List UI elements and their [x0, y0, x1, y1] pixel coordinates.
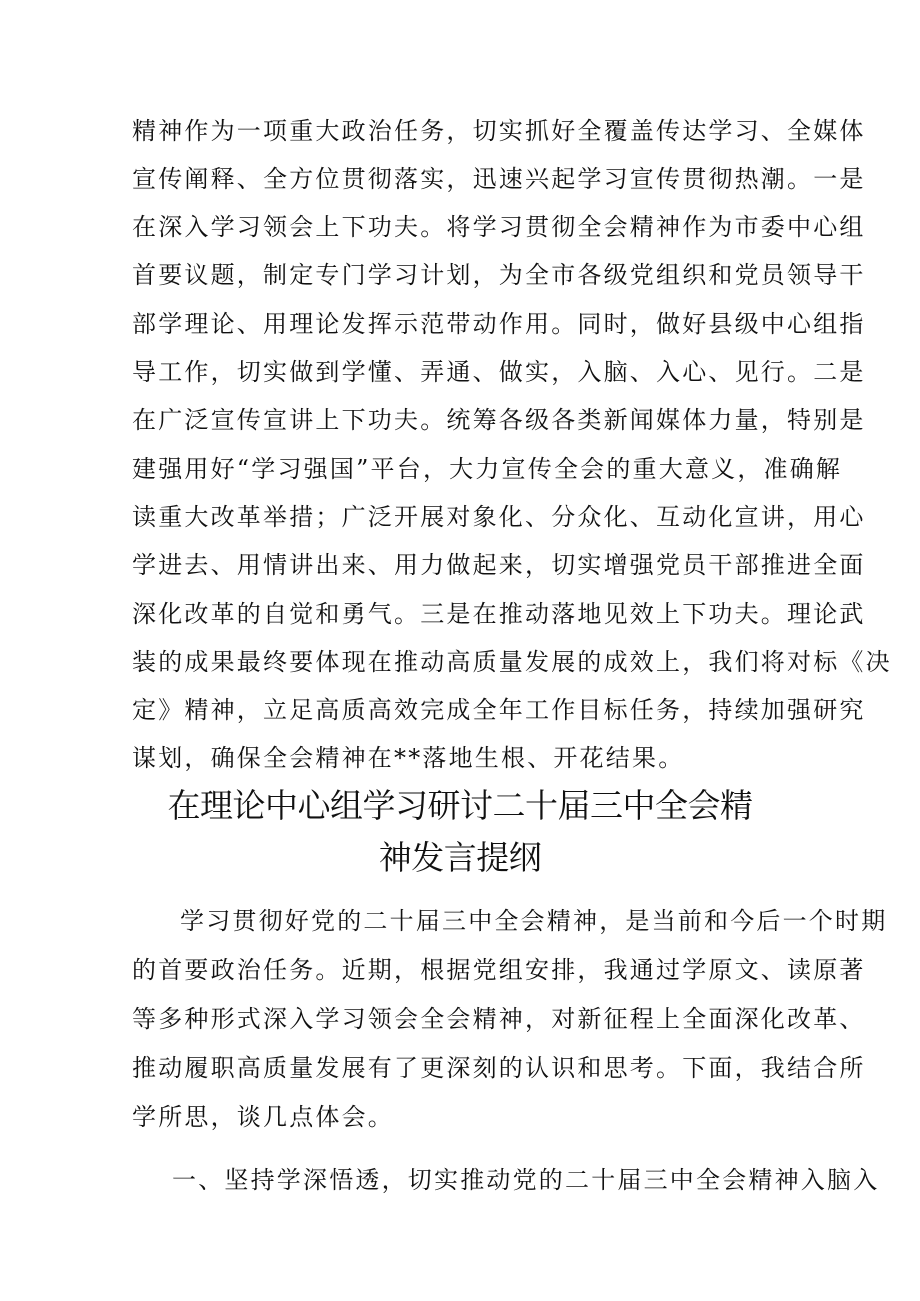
paragraph-line: 首要议题，制定专门学习计划，为全市各级党组织和党员领导干 — [132, 261, 866, 289]
paragraph-line: 导工作，切实做到学懂、弄通、做实，入脑、入心、见行。二是 — [132, 358, 866, 386]
paragraph-line: 谋划，确保全会精神在**落地生根、开花结果。 — [132, 744, 685, 772]
intro-line: 学所思，谈几点体会。 — [132, 1103, 394, 1131]
intro-line: 学习贯彻好党的二十届三中全会精神，是当前和今后一个时期 — [180, 907, 888, 935]
document-title-line-2: 神发言提纲 — [378, 838, 542, 877]
paragraph-line: 宣传阐释、全方位贯彻落实，迅速兴起学习宣传贯彻热潮。一是 — [132, 165, 866, 193]
paragraph-line: 深化改革的自觉和勇气。三是在推动落地见效上下功夫。理论武 — [132, 600, 866, 628]
paragraph-line: 精神作为一项重大政治任务，切实抓好全覆盖传达学习、全媒体 — [132, 117, 866, 145]
section-heading: 一、坚持学深悟透，切实推动党的二十届三中全会精神入脑入 — [172, 1166, 880, 1194]
intro-line: 推动履职高质量发展有了更深刻的认识和思考。下面，我结合所 — [132, 1054, 866, 1082]
paragraph-line: 学进去、用情讲出来、用力做起来，切实增强党员干部推进全面 — [132, 551, 866, 579]
paragraph-line: 在深入学习领会上下功夫。将学习贯彻全会精神作为市委中心组 — [132, 213, 866, 241]
paragraph-line: 在广泛宣传宣讲上下功夫。统筹各级各类新闻媒体力量，特别是 — [132, 406, 866, 434]
paragraph-line: 定》精神，立足高质高效完成全年工作目标任务，持续加强研究 — [132, 696, 866, 724]
paragraph-line: 建强用好“学习强国”平台，大力宣传全会的重大意义，准确解 — [132, 455, 843, 483]
intro-line: 等多种形式深入学习领会全会精神，对新征程上全面深化改革、 — [132, 1005, 866, 1033]
paragraph-line: 装的成果最终要体现在推动高质量发展的成效上，我们将对标《决 — [132, 648, 892, 676]
paragraph-line: 读重大改革举措；广泛开展对象化、分众化、互动化宣讲，用心 — [132, 503, 866, 531]
paragraph-line: 部学理论、用理论发挥示范带动作用。同时，做好县级中心组指 — [132, 310, 866, 338]
intro-line: 的首要政治任务。近期，根据党组安排，我通过学原文、读原著 — [132, 956, 866, 984]
document-title-line-1: 在理论中心组学习研讨二十届三中全会精 — [167, 786, 753, 825]
